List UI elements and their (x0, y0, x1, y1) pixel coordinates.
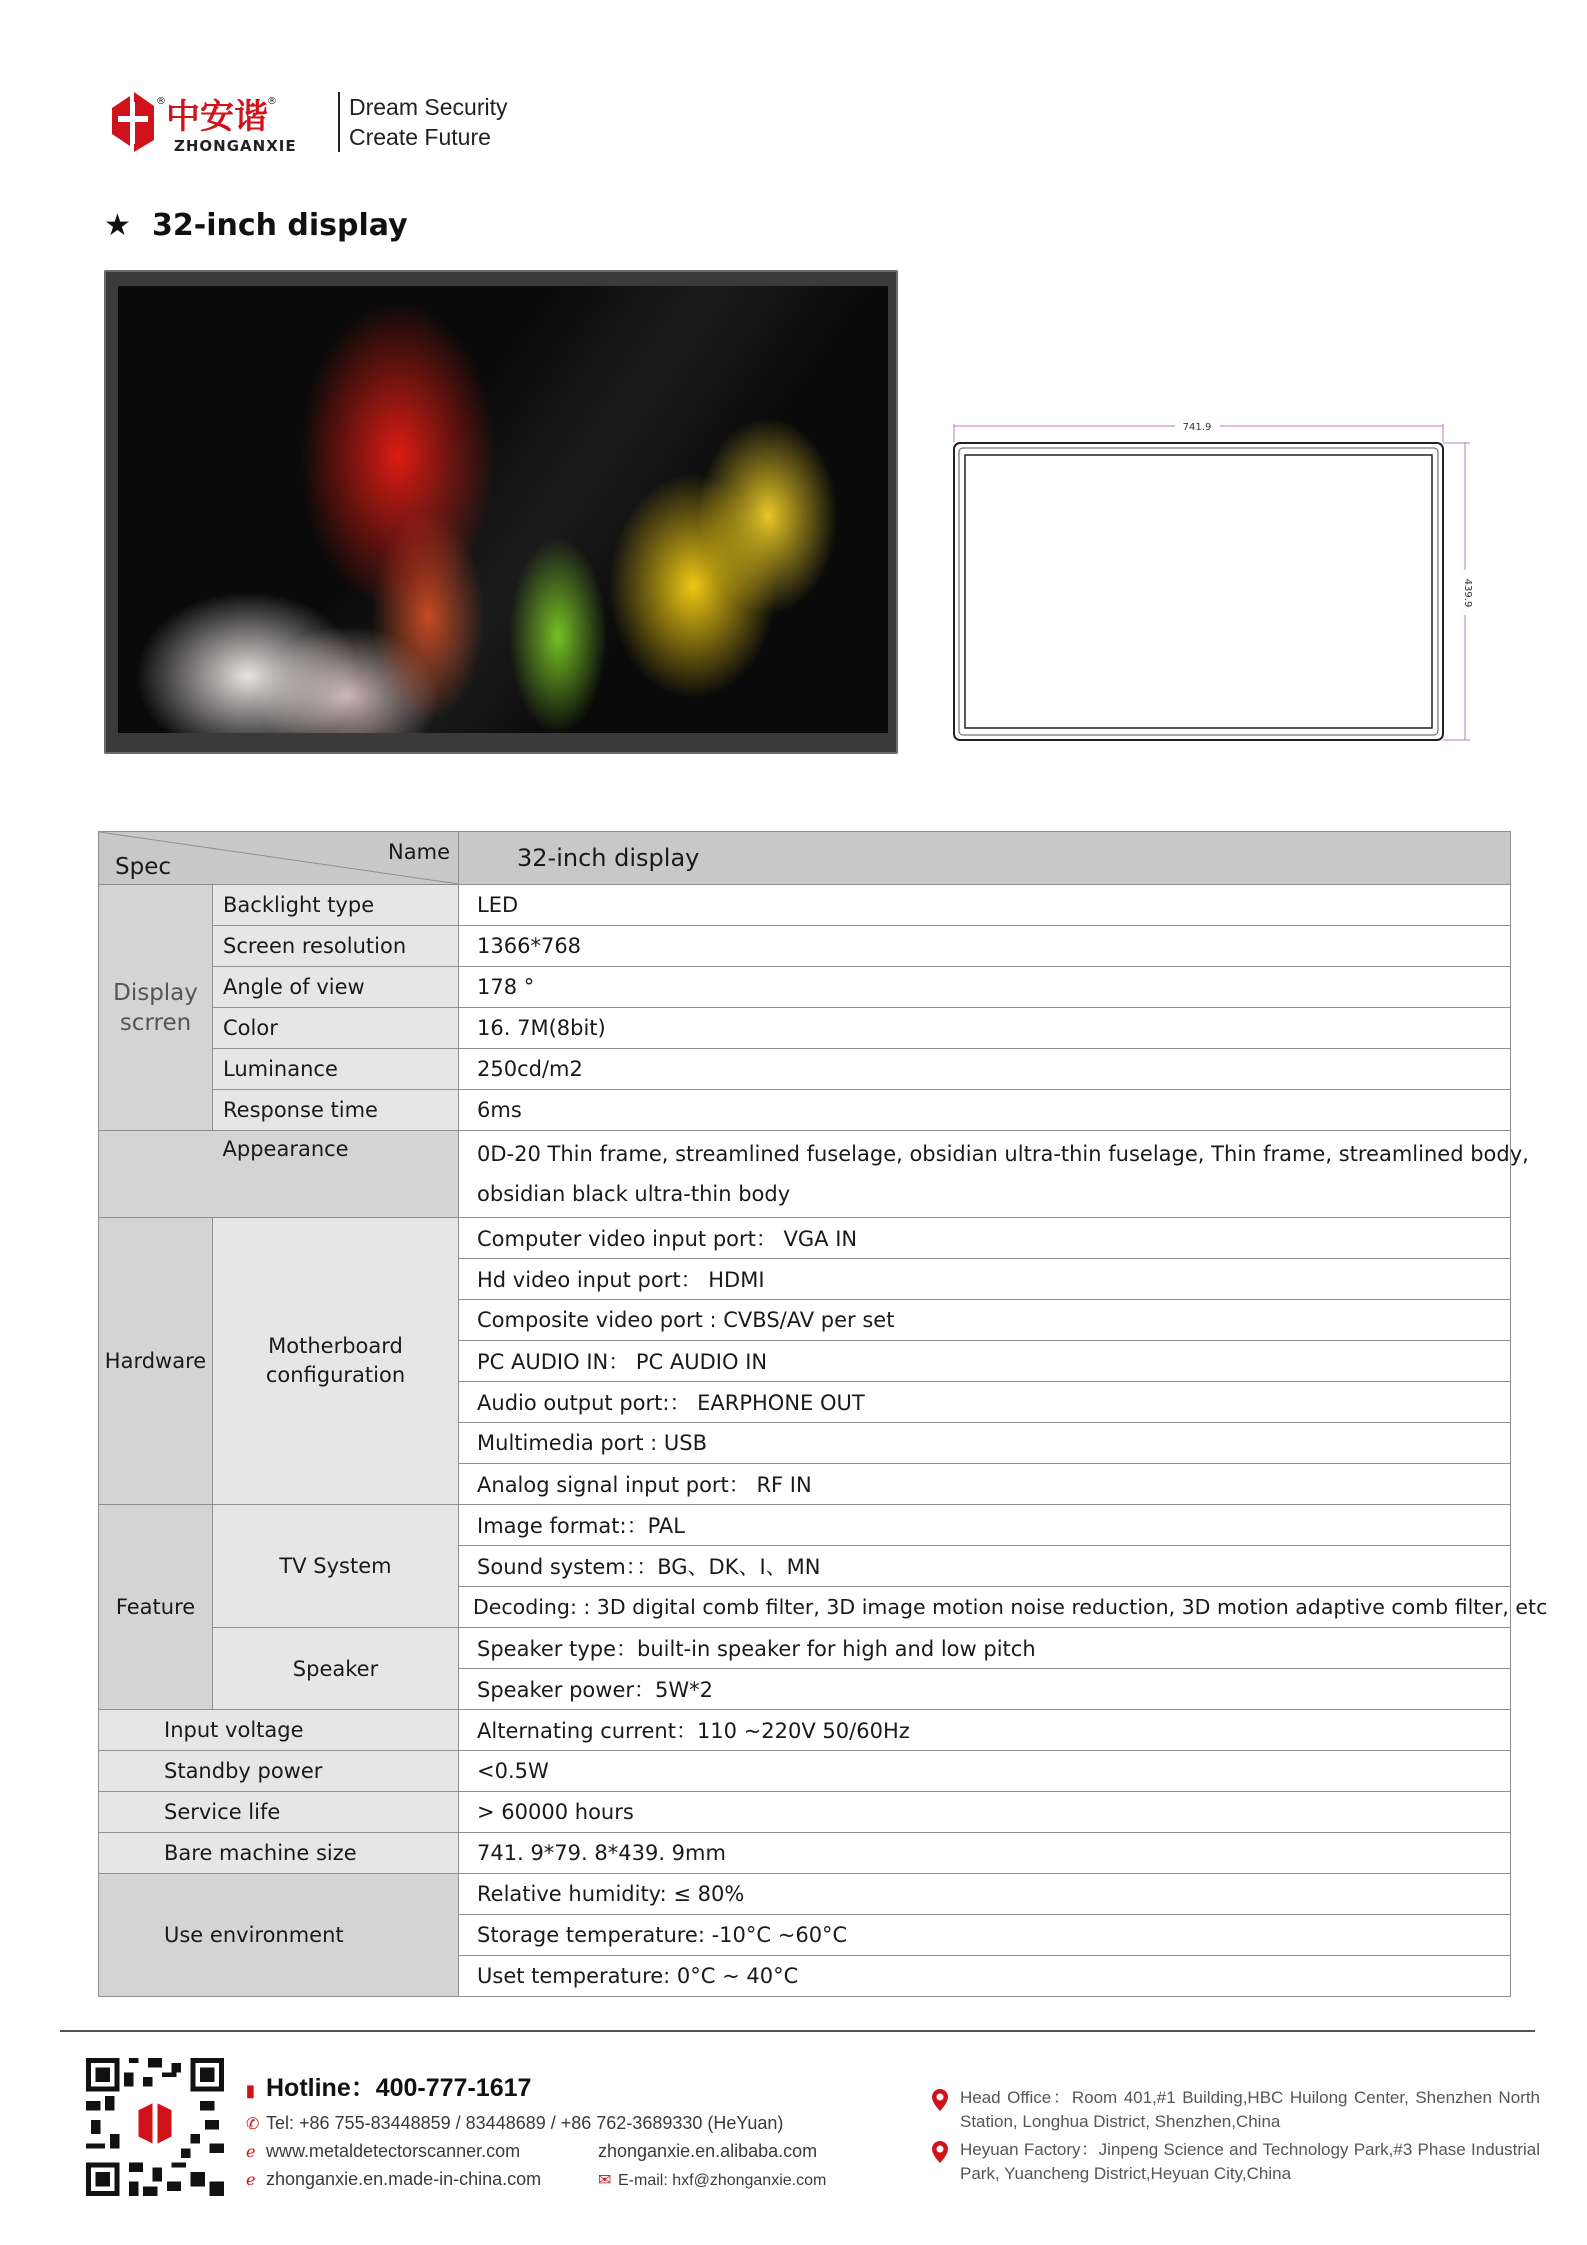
motherboard-label (213, 1218, 459, 1505)
mail-icon: ✉ (598, 2172, 612, 2189)
row-value: Hd video input port： HDMI (459, 1259, 1511, 1300)
table-row (99, 926, 1511, 967)
hotline (246, 2068, 826, 2104)
brand-en: ZHONGANXIE (174, 137, 297, 155)
phone-icon: ▮ (246, 2083, 255, 2100)
row-value: Storage temperature: -10°C ~60°C (459, 1915, 1511, 1956)
company-logo (110, 88, 340, 158)
star-icon: ★ (104, 208, 131, 243)
tv-system-label: TV System (213, 1505, 459, 1628)
motherboard-label-line2: configuration (265, 1363, 406, 1387)
width-dimension-label: 741.9 (1182, 422, 1212, 433)
row-value: Audio output port:： EARPHONE OUT (459, 1382, 1511, 1423)
address-1-text: Head Office：Room 401,#1 Building,HBC Huilong Center, Shenzhen North Station, Longhua District, Shenzhen,China (960, 2088, 1540, 2131)
tagline-line2: Create Future (349, 124, 491, 150)
location-pin-icon (930, 2140, 950, 2164)
row-value: 6ms (459, 1090, 1511, 1131)
svg-text:®: ® (156, 96, 166, 107)
address-2-text: Heyuan Factory：Jinpeng Science and Technology Park,#3 Phase Industrial Park, Yuancheng District,Heyuan City,China (960, 2140, 1540, 2183)
product-photo (104, 270, 898, 754)
row-value: LED (459, 885, 1511, 926)
table-row (99, 885, 1511, 926)
table-row (99, 1049, 1511, 1090)
row-label: Bare machine size (99, 1833, 459, 1874)
hotline-text: Hotline：400-777-1617 (266, 2074, 532, 2102)
tel-text: Tel: +86 755-83448859 / 83448689 / +86 762-3689330 (HeYuan) (266, 2113, 784, 2133)
dimension-drawing (945, 410, 1475, 755)
row-label: Color (213, 1008, 459, 1049)
row-label: Backlight type (213, 885, 459, 926)
brand-cn: 中安谐 (166, 97, 268, 137)
row-label: Input voltage (99, 1710, 459, 1751)
row-value: Relative humidity: ≤ 80% (459, 1874, 1511, 1915)
row-value: Image format:：PAL (459, 1505, 1511, 1546)
spec-table (98, 831, 1548, 1997)
tel-row (246, 2110, 826, 2138)
row-value: Decoding: : 3D digital comb filter, 3D image motion noise reduction, 3D motion adaptive comb filter, etc (459, 1587, 1511, 1628)
row-value: 178 ° (459, 967, 1511, 1008)
appearance-label: Appearance (213, 1131, 459, 1218)
web-icon: ℯ (246, 2144, 256, 2161)
logo-mark (110, 88, 340, 158)
row-value: 16. 7M(8bit) (459, 1008, 1511, 1049)
height-dimension-label: 439.9 (1462, 578, 1473, 608)
row-value: 250cd/m2 (459, 1049, 1511, 1090)
table-row (99, 1628, 1511, 1669)
row-value: 741. 9*79. 8*439. 9mm (459, 1833, 1511, 1874)
email-text[interactable]: E-mail: hxf@zhonganxie.com (618, 2172, 827, 2189)
table-row (99, 1008, 1511, 1049)
corner-cell (99, 832, 459, 885)
factory-address (930, 2138, 1540, 2186)
group-feature: Feature (99, 1505, 213, 1710)
corner-name-label: Name (388, 840, 451, 864)
row-label: Luminance (213, 1049, 459, 1090)
row-value: Sound system：：BG、DK、I、MN (459, 1546, 1511, 1587)
product-name-cell: 32-inch display (459, 832, 1511, 885)
table-row (99, 1090, 1511, 1131)
tagline (349, 92, 507, 152)
table-row (99, 1792, 1511, 1833)
row-value: Composite video port : CVBS/AV per set (459, 1300, 1511, 1341)
appearance-value-line1: 0D-20 Thin frame, streamlined fuselage, obsidian ultra-thin fuselage, Thin frame, streamlined body, (477, 1142, 1529, 1166)
table-header-row (99, 832, 1511, 885)
row-value: Alternating current：110 ~220V 50/60Hz (459, 1710, 1511, 1751)
section-title (104, 208, 408, 243)
row-value: Computer video input port： VGA IN (459, 1218, 1511, 1259)
table-row (99, 1833, 1511, 1874)
row-label: Response time (213, 1090, 459, 1131)
website-3[interactable]: zhonganxie.en.made-in-china.com (266, 2169, 542, 2189)
appearance-value-line2: obsidian black ultra-thin body (477, 1182, 791, 1206)
tagline-line1: Dream Security (349, 94, 508, 120)
table-row (99, 1218, 1511, 1259)
table-row (99, 967, 1511, 1008)
website-1[interactable]: www.metaldetectorscanner.com (266, 2141, 521, 2161)
logo-divider (338, 92, 340, 152)
head-office-address (930, 2086, 1540, 2134)
table-row-appearance (99, 1131, 1511, 1218)
corner-spec-label: Spec (115, 854, 171, 880)
table-row (99, 1710, 1511, 1751)
table-row (99, 1505, 1511, 1546)
group-display-screen: Display scrren (99, 885, 213, 1131)
speaker-label: Speaker (213, 1628, 459, 1710)
address-block (930, 2086, 1540, 2190)
use-environment-label: Use environment (99, 1874, 459, 1997)
row-value: > 60000 hours (459, 1792, 1511, 1833)
row-label: Angle of view (213, 967, 459, 1008)
motherboard-label-line1: Motherboard (268, 1334, 403, 1358)
row-value: PC AUDIO IN： PC AUDIO IN (459, 1341, 1511, 1382)
row-label: Standby power (99, 1751, 459, 1792)
footer-divider (60, 2030, 1535, 2032)
svg-text:®: ® (267, 96, 277, 107)
row-value: Analog signal input port： RF IN (459, 1464, 1511, 1505)
row-value: Speaker type：built-in speaker for high and low pitch (459, 1628, 1511, 1669)
web-icon: ℯ (246, 2172, 256, 2189)
appearance-value (459, 1131, 1529, 1218)
website-2[interactable]: zhonganxie.en.alibaba.com (598, 2141, 818, 2161)
web-row-2 (246, 2166, 826, 2194)
qr-code-icon (86, 2058, 224, 2196)
group-hardware: Hardware (99, 1218, 213, 1505)
row-value: <0.5W (459, 1751, 1511, 1792)
telephone-icon: ✆ (246, 2116, 260, 2133)
row-value: 1366*768 (459, 926, 1511, 967)
row-label: Screen resolution (213, 926, 459, 967)
contact-block (246, 2068, 826, 2194)
location-pin-icon (930, 2088, 950, 2112)
row-value: Multimedia port : USB (459, 1423, 1511, 1464)
row-value: Speaker power：5W*2 (459, 1669, 1511, 1710)
row-label: Service life (99, 1792, 459, 1833)
table-row (99, 1751, 1511, 1792)
web-row-1 (246, 2138, 826, 2166)
row-value: Uset temperature: 0°C ~ 40°C (459, 1956, 1511, 1997)
product-screen-image (118, 286, 888, 733)
table-row (99, 1874, 1511, 1915)
section-title-text: 32-inch display (152, 208, 408, 243)
